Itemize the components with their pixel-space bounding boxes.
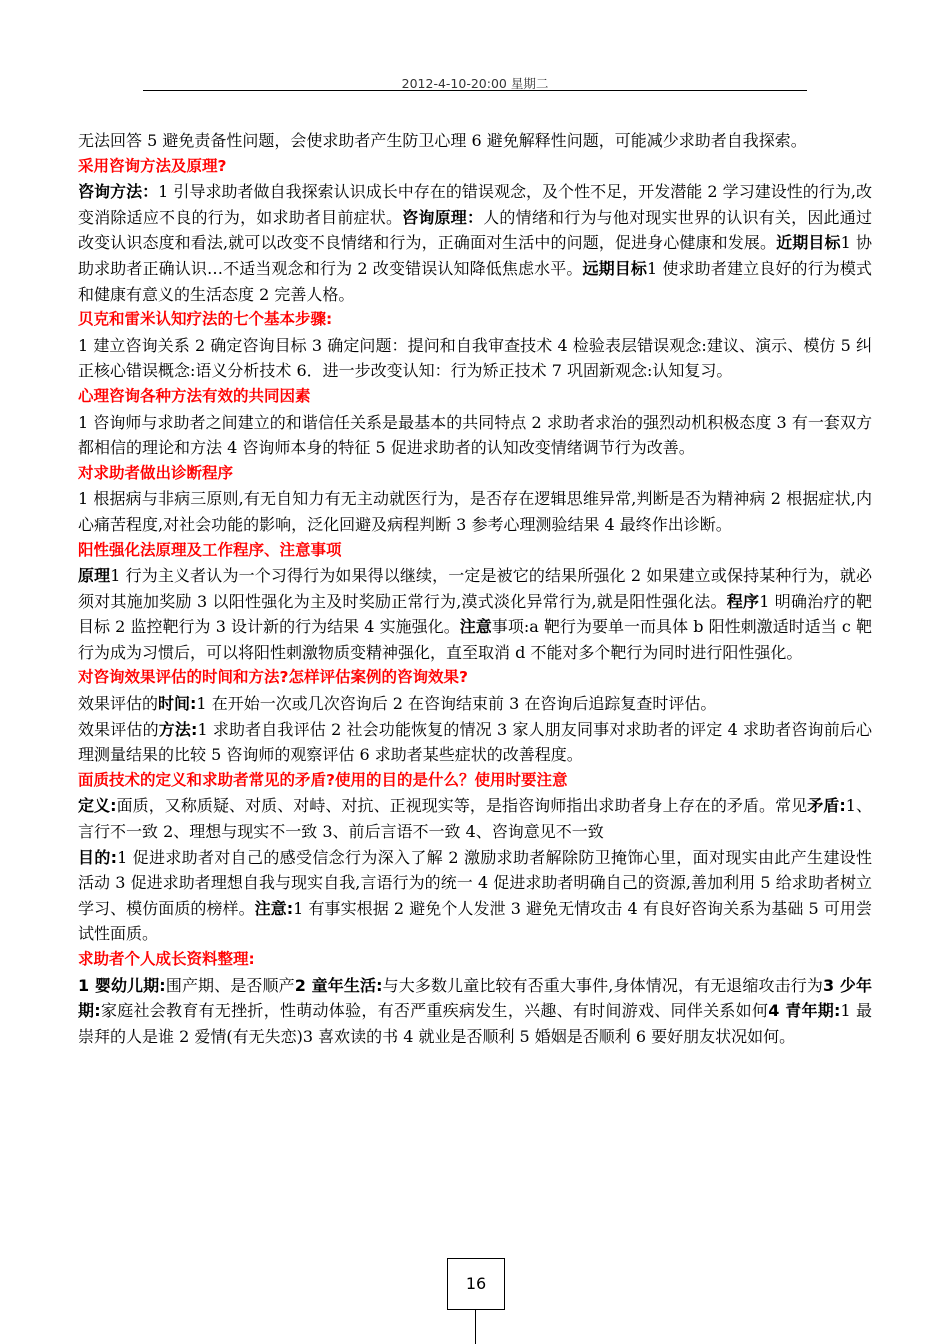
paragraph: 1 婴幼儿期:围产期、是否顺产2 童年生活:与大多数儿童比较有否重大事件,身体情况，有无退缩攻击行为3 少年期:家庭社会教育有无挫折，性萌动体验，有否严重疾病发生，兴趣、有时间游戏、同伴关系如何4 青年期:1 最崇拜的人是谁 2 爱情(有无失恋)3 喜欢读的书 4 就业是否顺利 5 婚姻是否顺利 6 要好朋友状况如何。 [78,975,872,1046]
section-heading: 求助者个人成长资料整理: [78,950,255,968]
paragraph: 原理1 行为主义者认为一个习得行为如果得以继续，一定是被它的结果所强化 2 如果建立或保持某种行为，就必须对其施加奖励 3 以阳性强化为主及时奖励正常行为,漠式淡化异常行为,就是阳性强化法。程序1 明确治疗的靶目标 2 监控靶行为 3 设计新的行为结果 4 实施强化。注意事项:a 靶行为要单一而具体 b 阳性刺激适时适当 c 靶行为成为习惯后，可以将阳性刺激物质变精神强化，直至取消 d 不能对多个靶行为同时进行阳性强化。 [78,566,872,662]
paragraph: 1 根据病与非病三原则,有无自知力有无主动就医行为，是否存在逻辑思维异常,判断是否为精神病 2 根据症状,内心痛苦程度,对社会功能的影响，泛化回避及病程判断 3 参考心理测验结果 4 最终作出诊断。 [78,489,872,534]
paragraph: 效果评估的方法:1 求助者自我评估 2 社会功能恢复的情况 3 家人朋友同事对求助者的评定 4 求助者咨询前后心理测量结果的比较 5 咨询师的观察评估 6 求助者某些症状的改善程度。 [78,719,872,765]
section-heading: 对求助者做出诊断程序 [78,463,234,482]
page-number: 16 [465,1274,487,1293]
section-heading: 面质技术的定义和求助者常见的矛盾?使用的目的是什么？使用时要注意 [78,770,568,789]
paragraph: 无法回答 5 避免责备性问题，会使求助者产生防卫心理 6 避免解释性问题，可能减少求助者自我探索。 [78,131,807,150]
section-heading: 阳性强化法原理及工作程序、注意事项 [78,540,342,559]
paragraph: 1 建立咨询关系 2 确定咨询目标 3 确定问题：提问和自我审查技术 4 检验表层错误观念:建议、演示、模仿 5 纠正核心错误概念:语义分析技术 6．进一步改变认知：行为矫正技术 7 巩固新观念:认知复习。 [78,335,872,381]
paragraph: 目的:1 促进求助者对自己的感受信念行为深入了解 2 激励求助者解除防卫掩饰心里，面对现实由此产生建设性活动 3 促进求助者理想自我与现实自我,言语行为的统一 4 促进求助者明确自己的资源,善加利用 5 给求助者树立学习、模仿面质的榜样。注意:1 有事实根据 2 避免个人发泄 3 避免无情攻击 4 有良好咨询关系为基础 5 可用尝试性面质。 [78,847,873,944]
document-body [78,128,872,1049]
section-heading: 对咨询效果评估的时间和方法?怎样评估案例的咨询效果? [78,668,468,687]
page-header: 2012-4-10-20:00 星期二 [401,76,549,91]
paragraph: 1 咨询师与求助者之间建立的和谐信任关系是最基本的共同特点 2 求助者求治的强烈动机积极态度 3 有一套双方都相信的理论和方法 4 咨询师本身的特征 5 促进求助者的认知改变情绪调节行为改善。 [78,412,872,458]
header-rule [143,90,807,91]
paragraph: 定义:面质，又称质疑、对质、对峙、对抗、正视现实等，是指咨询师指出求助者身上存在的矛盾。常见矛盾:1、言行不一致 2、理想与现实不一致 3、前后言语不一致 4、咨询意见不一致 [78,796,872,842]
paragraph: 咨询方法：1 引导求助者做自我探索认识成长中存在的错误观念，及个性不足，开发潜能 2 学习建设性的行为,改变消除适应不良的行为，如求助者目前症状。咨询原理：人的情绪和行为与他对现实世界的认识有关，因此通过改变认识态度和看法,就可以改变不良情绪和行为，正确面对生活中的问题，促进身心健康和发展。近期目标1 协助求助者正确认识…不适当观念和行为 2 改变错误认知降低焦虑水平。远期目标1 使求助者建立良好的行为模式和健康有意义的生活态度 2 完善人格。 [78,182,872,304]
paragraph: 效果评估的时间:1 在开始一次或几次咨询后 2 在咨询结束前 3 在咨询后追踪复查时评估。 [78,694,717,714]
section-heading: 心理咨询各种方法有效的共同因素 [78,386,311,405]
page-number-box [447,1258,505,1310]
section-heading: 采用咨询方法及原理? [78,156,227,175]
section-heading: 贝克和雷米认知疗法的七个基本步骤: [78,310,333,329]
page-number-stem [475,1309,476,1344]
